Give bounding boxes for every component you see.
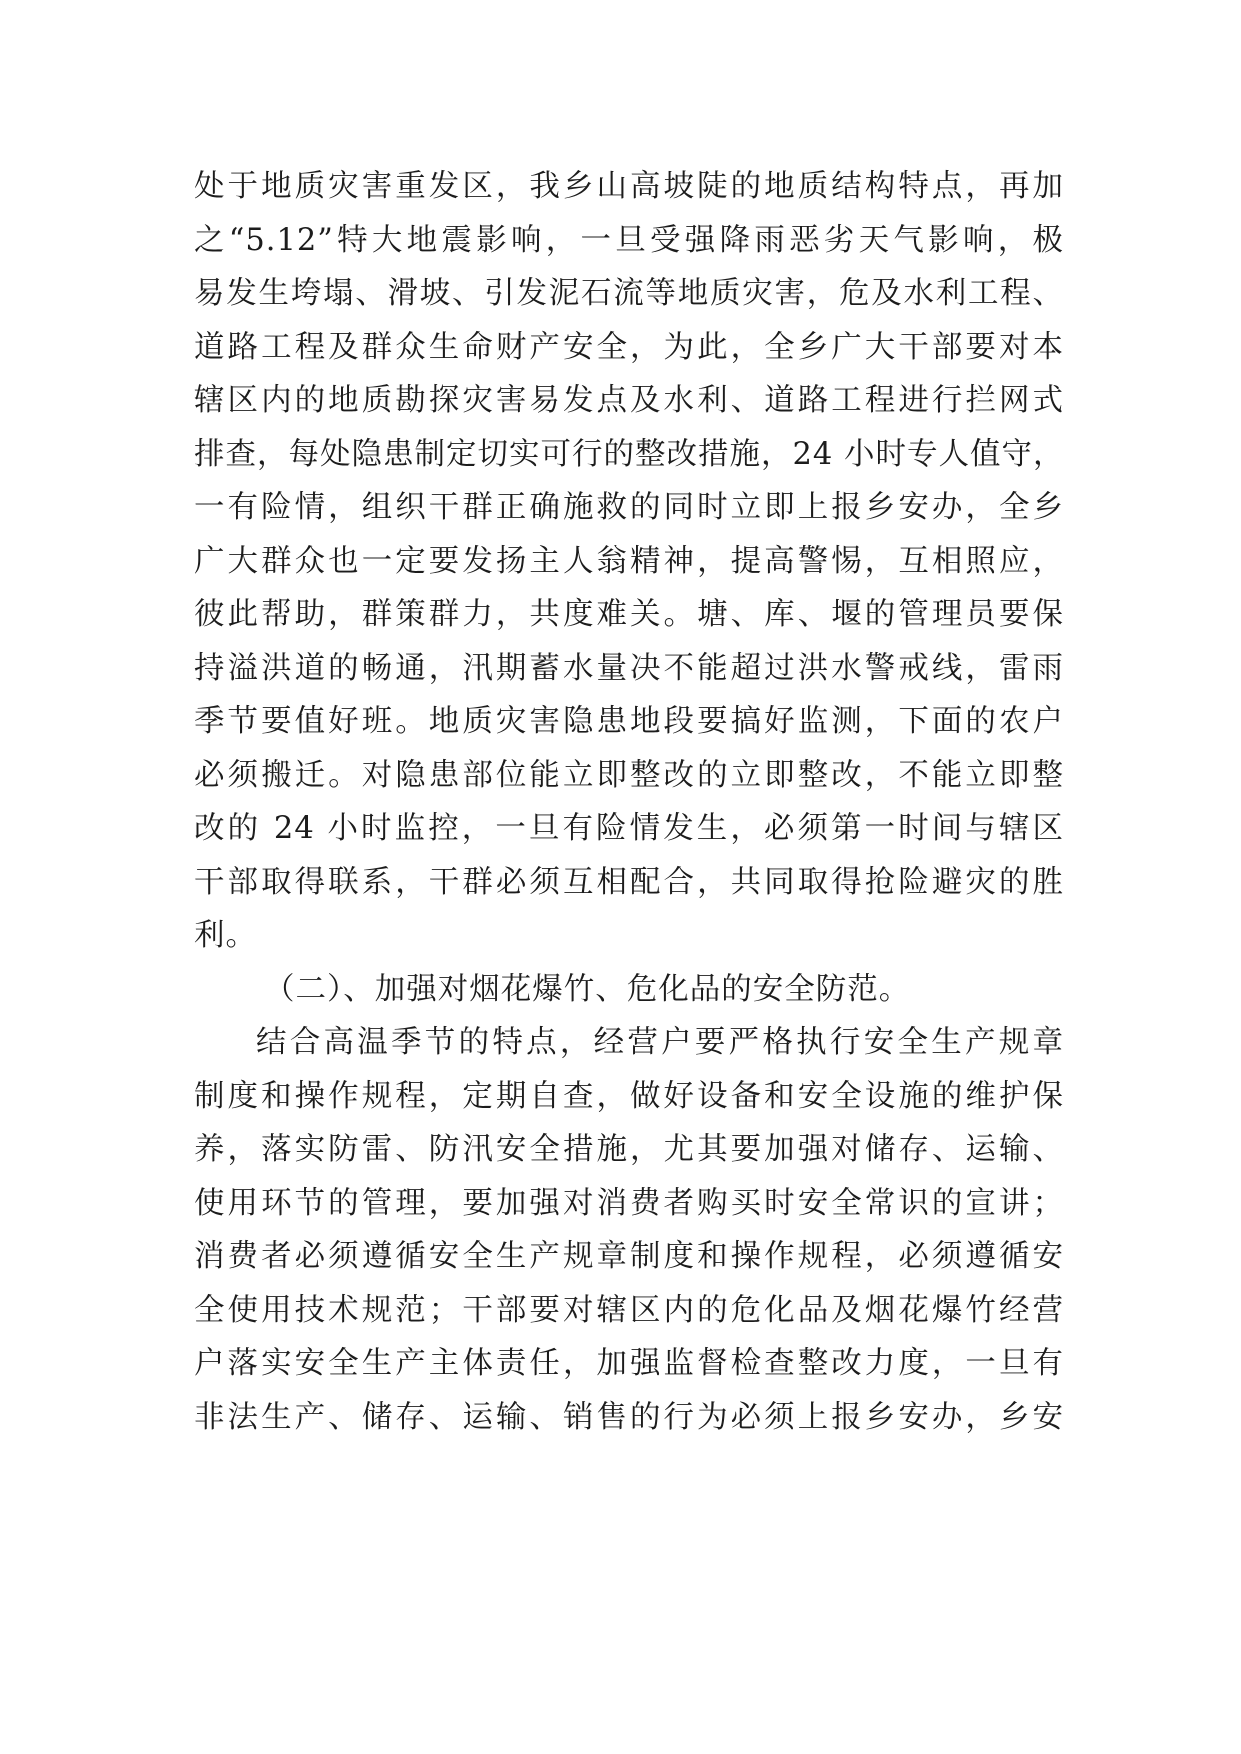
document-body [194,160,1064,1444]
text-line: 道路工程及群众生命财产安全，为此，全乡广大干部要对本 [194,329,1064,365]
text-line: 辖区内的地质勘探灾害易发点及水利、道路工程进行拦网式 [194,383,1064,418]
text-line: 消费者必须遵循安全生产规章制度和操作规程，必须遵循安 [194,1239,1064,1274]
text-line: 广大群众也一定要发扬主人翁精神，提高警惕，互相照应， [194,543,1064,579]
text-line: 排查，每处隐患制定切实可行的整改措施，24 小时专人值守， [194,436,1065,472]
text-line: 非法生产、储存、运输、销售的行为必须上报乡安办，乡安 [194,1399,1064,1435]
text-line: 必须搬迁。对隐患部位能立即整改的立即整改，不能立即整 [194,757,1064,793]
text-line: 户落实安全生产主体责任，加强监督检查整改力度，一旦有 [194,1346,1064,1381]
text-line: 结合高温季节的特点，经营户要严格执行安全生产规章 [256,1025,1064,1060]
text-line: 一有险情，组织干群正确施救的同时立即上报乡安办，全乡 [194,490,1064,525]
text-line: 使用环节的管理，要加强对消费者购买时安全常识的宣讲； [194,1185,1064,1221]
text-line: 改的 24 小时监控，一旦有险情发生，必须第一时间与辖区 [194,811,1064,846]
text-line: 利。 [194,918,257,953]
text-line: 易发生垮塌、滑坡、引发泥石流等地质灾害，危及水利工程、 [194,276,1064,311]
text-line: 养，落实防雷、防汛安全措施，尤其要加强对储存、运输、 [194,1132,1064,1167]
text-line: 彼此帮助，群策群力，共度难关。塘、库、堰的管理员要保 [194,597,1064,632]
text-line: 处于地质灾害重发区，我乡山高坡陡的地质结构特点，再加 [194,169,1064,204]
text-line: 之“5.12”特大地震影响，一旦受强降雨恶劣天气影响，极 [194,222,1064,258]
section-heading: （二）、加强对烟花爆竹、危化品的安全防范。 [264,971,911,1007]
text-line: 全使用技术规范；干部要对辖区内的危化品及烟花爆竹经营 [194,1292,1064,1328]
text-line: 季节要值好班。地质灾害隐患地段要搞好监测，下面的农户 [194,704,1064,739]
text-line: 制度和操作规程，定期自查，做好设备和安全设施的维护保 [194,1078,1064,1114]
paragraph-fireworks-hazmat [194,1016,1064,1444]
paragraph-geological-hazards [194,160,1064,963]
text-line: 持溢洪道的畅通，汛期蓄水量决不能超过洪水警戒线，雷雨 [194,650,1064,686]
text-line: 干部取得联系，干群必须互相配合，共同取得抢险避灾的胜 [194,864,1064,900]
